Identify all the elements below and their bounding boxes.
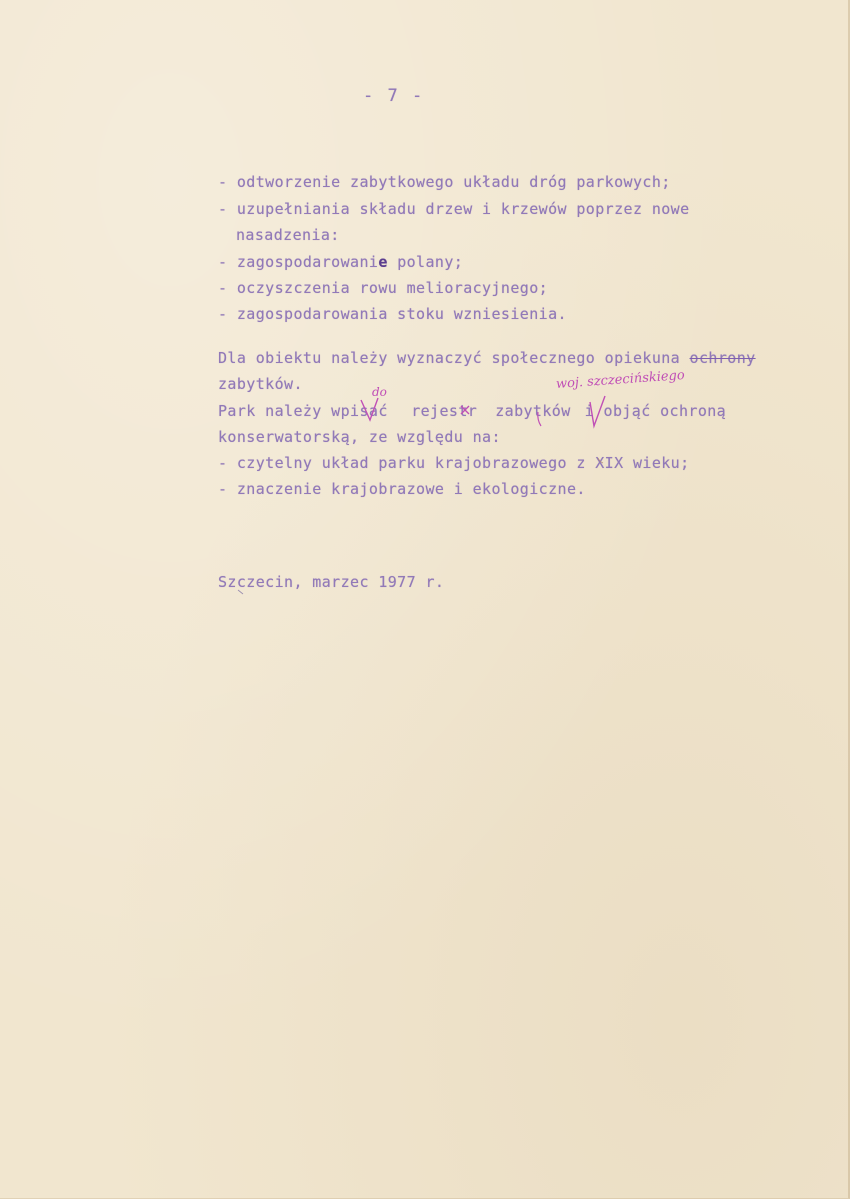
corrected-letter-e: e: [378, 253, 388, 271]
paragraph-line-3-d: i objąć ochroną: [584, 402, 727, 420]
paragraph-line-3: [218, 404, 726, 419]
paragraph-line-3-b: rejestr: [411, 402, 478, 420]
struck-word-ochrony: ochrony: [689, 349, 756, 367]
list-item-3-text-b: polany;: [387, 253, 464, 271]
list-item-5: - zagospodarowania stoku wzniesienia.: [218, 305, 567, 323]
signature-line: Szczecin, marzec 1977 r.: [218, 573, 445, 591]
page-number: - 7 -: [363, 86, 425, 106]
list-item-2-continuation: nasadzenia:: [236, 226, 340, 244]
list-item-3-text-a: - zagospodarowani: [218, 253, 379, 271]
paragraph-line-3-a: Park należy wpisać: [218, 402, 398, 420]
paragraph-line-1-text: Dla obiektu należy wyznaczyć społecznego opiekuna: [218, 349, 690, 367]
handwritten-note-do: do: [372, 385, 387, 399]
paragraph-line-1: [218, 351, 756, 366]
paragraph-line-3-c: zabytków: [495, 402, 571, 420]
paragraph-line-4: konserwatorską, ze względu na:: [218, 428, 501, 446]
handwritten-note-woj: woj. szczecińskiego: [555, 368, 686, 392]
reason-item-1: - czytelny układ parku krajobrazowego z XIX wieku;: [218, 454, 690, 472]
paragraph-line-2: zabytków.: [218, 375, 303, 393]
reason-item-2: - znaczenie krajobrazowe i ekologiczne.: [218, 480, 586, 498]
list-item-4: - oczyszczenia rowu melioracyjnego;: [218, 279, 549, 297]
list-item-2: - uzupełniania składu drzew i krzewów poprzez nowe: [218, 200, 690, 218]
list-item-1: - odtworzenie zabytkowego układu dróg parkowych;: [218, 173, 671, 191]
list-item-3: [218, 255, 463, 270]
